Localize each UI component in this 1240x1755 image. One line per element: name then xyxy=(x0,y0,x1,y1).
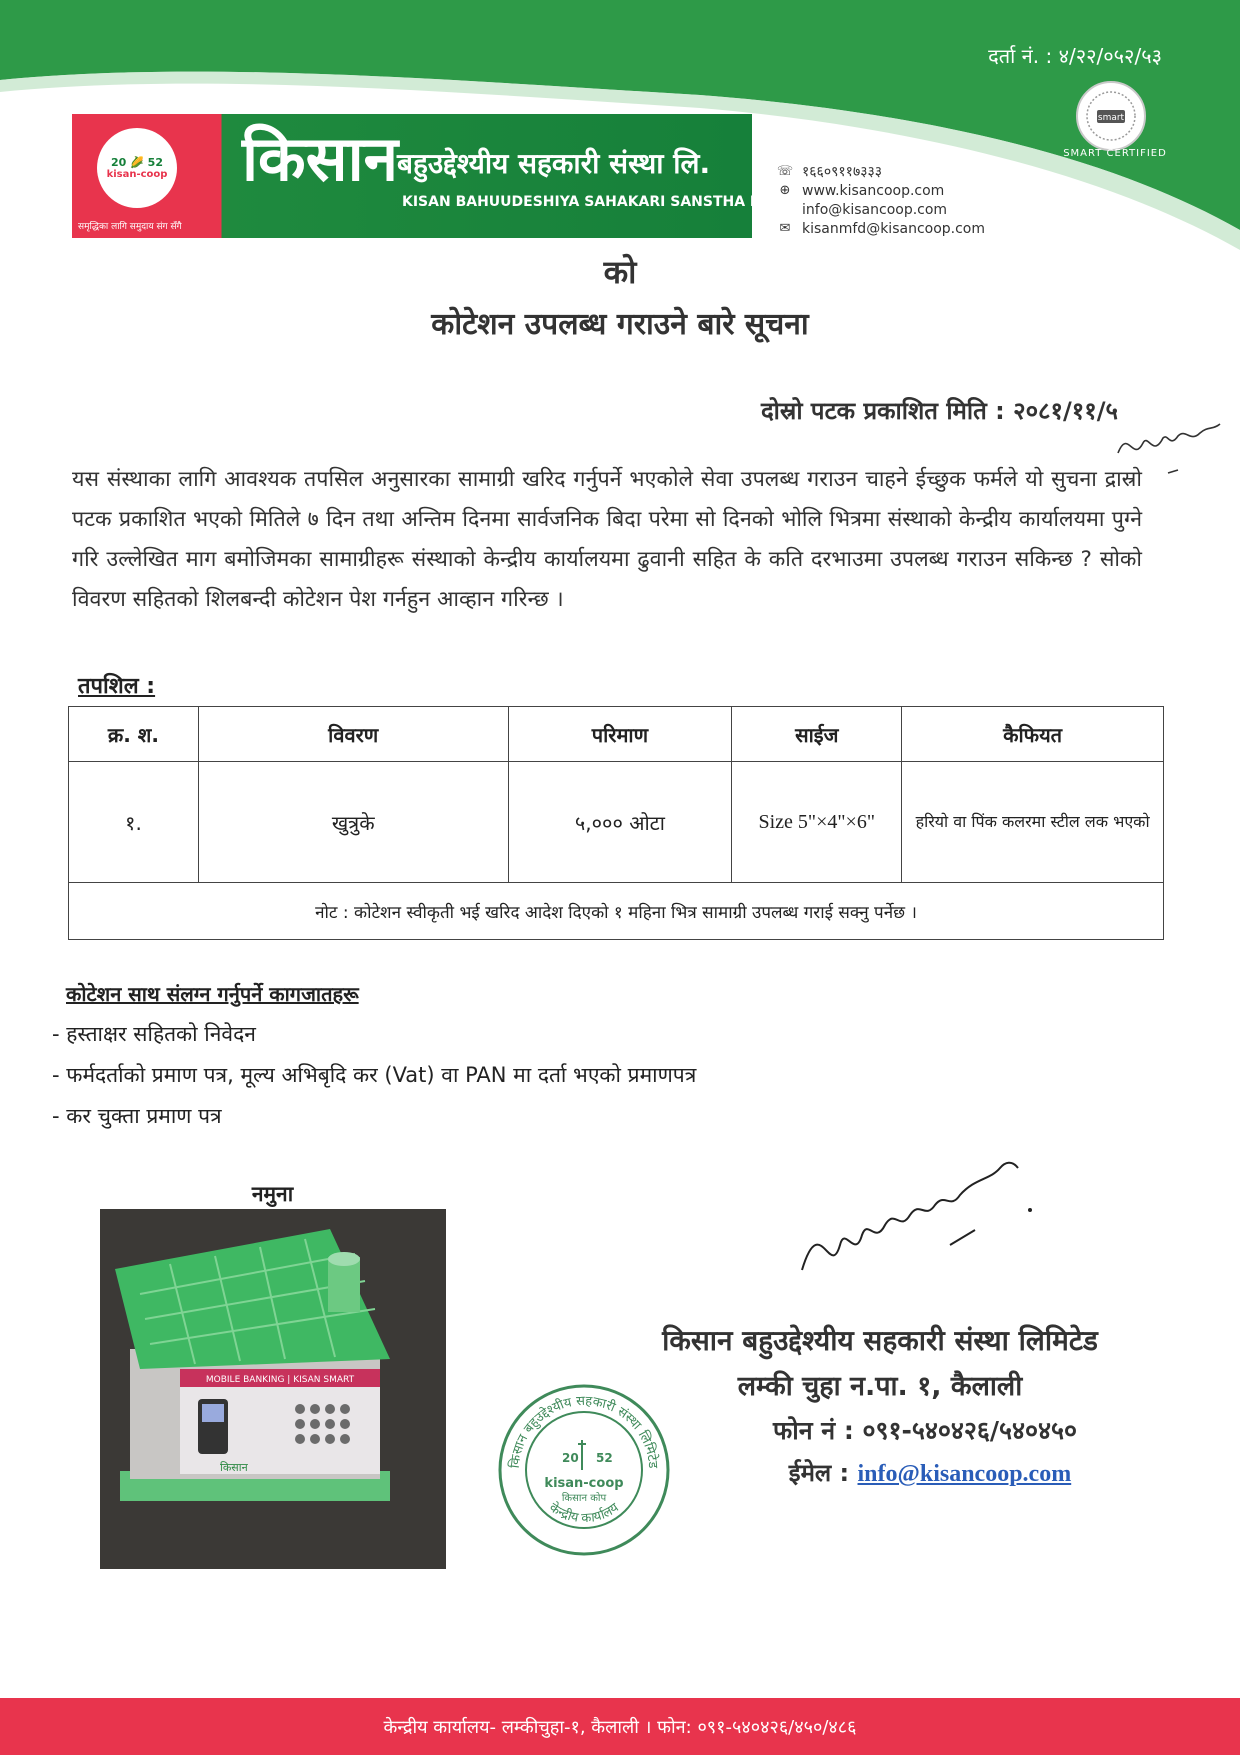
sample-photo-text: MOBILE BANKING | KISAN SMART xyxy=(205,1375,355,1385)
registration-number: दर्ता नं. : ४/२२/०५२/५३ xyxy=(988,44,1162,68)
signatory-address: लम्की चुहा न.पा. १, कैलाली xyxy=(737,1371,1023,1402)
documents-list xyxy=(52,1014,696,1137)
email-link[interactable]: info@kisancoop.com xyxy=(857,1461,1072,1487)
table-note-row xyxy=(69,883,1164,940)
table-row xyxy=(69,762,1164,883)
quotation-table xyxy=(68,706,1164,940)
header-serial: क्र. श. xyxy=(69,707,199,762)
notice-ko: को xyxy=(603,253,637,291)
svg-text:किसान बहुउद्देश्यीय सहकारी संस: किसान बहुउद्देश्यीय सहकारी संस्था लिमिटेड xyxy=(507,1393,661,1470)
smart-certified-badge-icon xyxy=(1075,80,1147,152)
logo-year: 20 🌽 52 xyxy=(111,156,163,169)
signatory-org: किसान बहुउद्देश्यीय सहकारी संस्था लिमिटेड xyxy=(662,1324,1098,1357)
header-size: साईज xyxy=(732,707,902,762)
svg-text:smart: smart xyxy=(1097,113,1125,123)
header-quantity: परिमाण xyxy=(508,707,732,762)
cell-size: Size 5"×4"×6" xyxy=(732,762,902,883)
footer-text: केन्द्रीय कार्यालय- लम्कीचुहा-१, कैलाली । फोन: ०९१-५४०४२६/४५०/४८६ xyxy=(383,1716,857,1738)
publication-date: दोस्रो पटक प्रकाशित मिति : २०८१/११/५ xyxy=(760,397,1118,425)
svg-text:20: 20 xyxy=(562,1451,579,1465)
sample-label: नमुना xyxy=(251,1182,294,1206)
brand-name-main: किसान xyxy=(242,122,399,195)
cell-quantity: ५,००० ओटा xyxy=(508,762,732,883)
contact-website[interactable]: ⊕ www.kisancoop.com xyxy=(776,181,985,200)
sample-photo-brand: किसान xyxy=(220,1461,248,1474)
svg-text:kisan-coop: kisan-coop xyxy=(544,1476,624,1491)
svg-text:52: 52 xyxy=(596,1451,613,1465)
schedule-label: तपशिल : xyxy=(78,674,156,699)
brand-banner xyxy=(72,114,784,238)
brand-name-english: KISAN BAHUUDESHIYA SAHAKARI SANSTHA LTD. xyxy=(402,194,784,210)
list-item: - फर्मदर्ताको प्रमाण पत्र, मूल्य अभिबृदि कर (Vat) वा PAN मा दर्ता भएको प्रमाणपत्र xyxy=(52,1063,697,1087)
header-remarks: कैफियत xyxy=(902,707,1164,762)
cell-remarks: हरियो वा पिंक कलरमा स्टील लक भएको xyxy=(902,762,1164,883)
brand-logo xyxy=(97,128,177,208)
logo-name: kisan-coop xyxy=(106,169,168,180)
brand-tagline: समृद्धिका लागि समुदाय संग सँगै xyxy=(78,222,182,232)
signatory-block xyxy=(560,1318,1200,1495)
table-note: नोट : कोटेशन स्वीकृती भई खरिद आदेश दिएको १ महिना भित्र सामाग्री उपलब्ध गराई सक्नु पर्नेछ । xyxy=(69,883,1164,940)
mail-icon: ✉ xyxy=(779,221,791,236)
notice-body: यस संस्थाका लागि आवश्यक तपसिल अनुसारका सामाग्री खरिद गर्नुपर्ने भएकोले सेवा उपलब्ध गराउन चाहने ईच्छुक फर्मले यो सुचना द्रास्रो पटक प्रकाशित भएको मितिले ७ दिन तथा अन्तिम दिनमा सार्वजनिक बिदा परेमा सो दिनको भोलि भित्रमा संस्थाको केन्द्रीय कार्यालयमा पुग्ने गरि उल्लेखित माग बमोजिमका सामाग्रीहरू संस्थाको केन्द्रीय कार्यालयमा ढुवानी सहित के कति दरभाउमा उपलब्ध गराउन सकिन्छ ? सोको विवरण सहितको शिलबन्दी कोटेशन पेश गर्नहुन आव्हान गरिन्छ । xyxy=(72,467,1142,612)
sample-photo xyxy=(100,1209,446,1569)
cell-serial: १. xyxy=(69,762,199,883)
header-description: विवरण xyxy=(198,707,508,762)
signature xyxy=(800,1150,1060,1290)
svg-text:किसान कोप: किसान कोप xyxy=(561,1493,607,1504)
phone-icon: ☏ xyxy=(776,164,794,179)
list-item: - कर चुक्ता प्रमाण पत्र xyxy=(52,1104,222,1128)
brand-name-sub: बहुउद्देश्यीय सहकारी संस्था लि. xyxy=(397,147,711,180)
contact-email-mfd[interactable]: ✉ kisanmfd@kisancoop.com xyxy=(776,219,985,238)
table-header-row xyxy=(69,707,1164,762)
cell-description: खुत्रुके xyxy=(198,762,508,883)
contact-list xyxy=(776,162,985,238)
list-item: - हस्ताक्षर सहितको निवेदन xyxy=(52,1022,256,1046)
globe-icon: ⊕ xyxy=(779,183,791,198)
signatory-email: ईमेल : info@kisancoop.com xyxy=(788,1459,1072,1487)
svg-text:केन्द्रीय कार्यालय: केन्द्रीय कार्यालय xyxy=(546,1500,622,1527)
documents-heading: कोटेशन साथ संलग्न गर्नुपर्ने कागजातहरू xyxy=(66,982,359,1006)
signatory-phone: फोन नं : ०९१-५४०४२६/५४०४५० xyxy=(772,1416,1078,1445)
notice-title: कोटेशन उपलब्ध गराउने बारे सूचना xyxy=(431,307,809,342)
smart-certified-caption: SMART CERTIFIED xyxy=(1063,148,1167,159)
contact-email-info[interactable]: info@kisancoop.com xyxy=(802,201,948,218)
contact-phone: ☏ १६६०९११७३३३ xyxy=(776,164,883,180)
footer-bar xyxy=(0,1698,1240,1755)
